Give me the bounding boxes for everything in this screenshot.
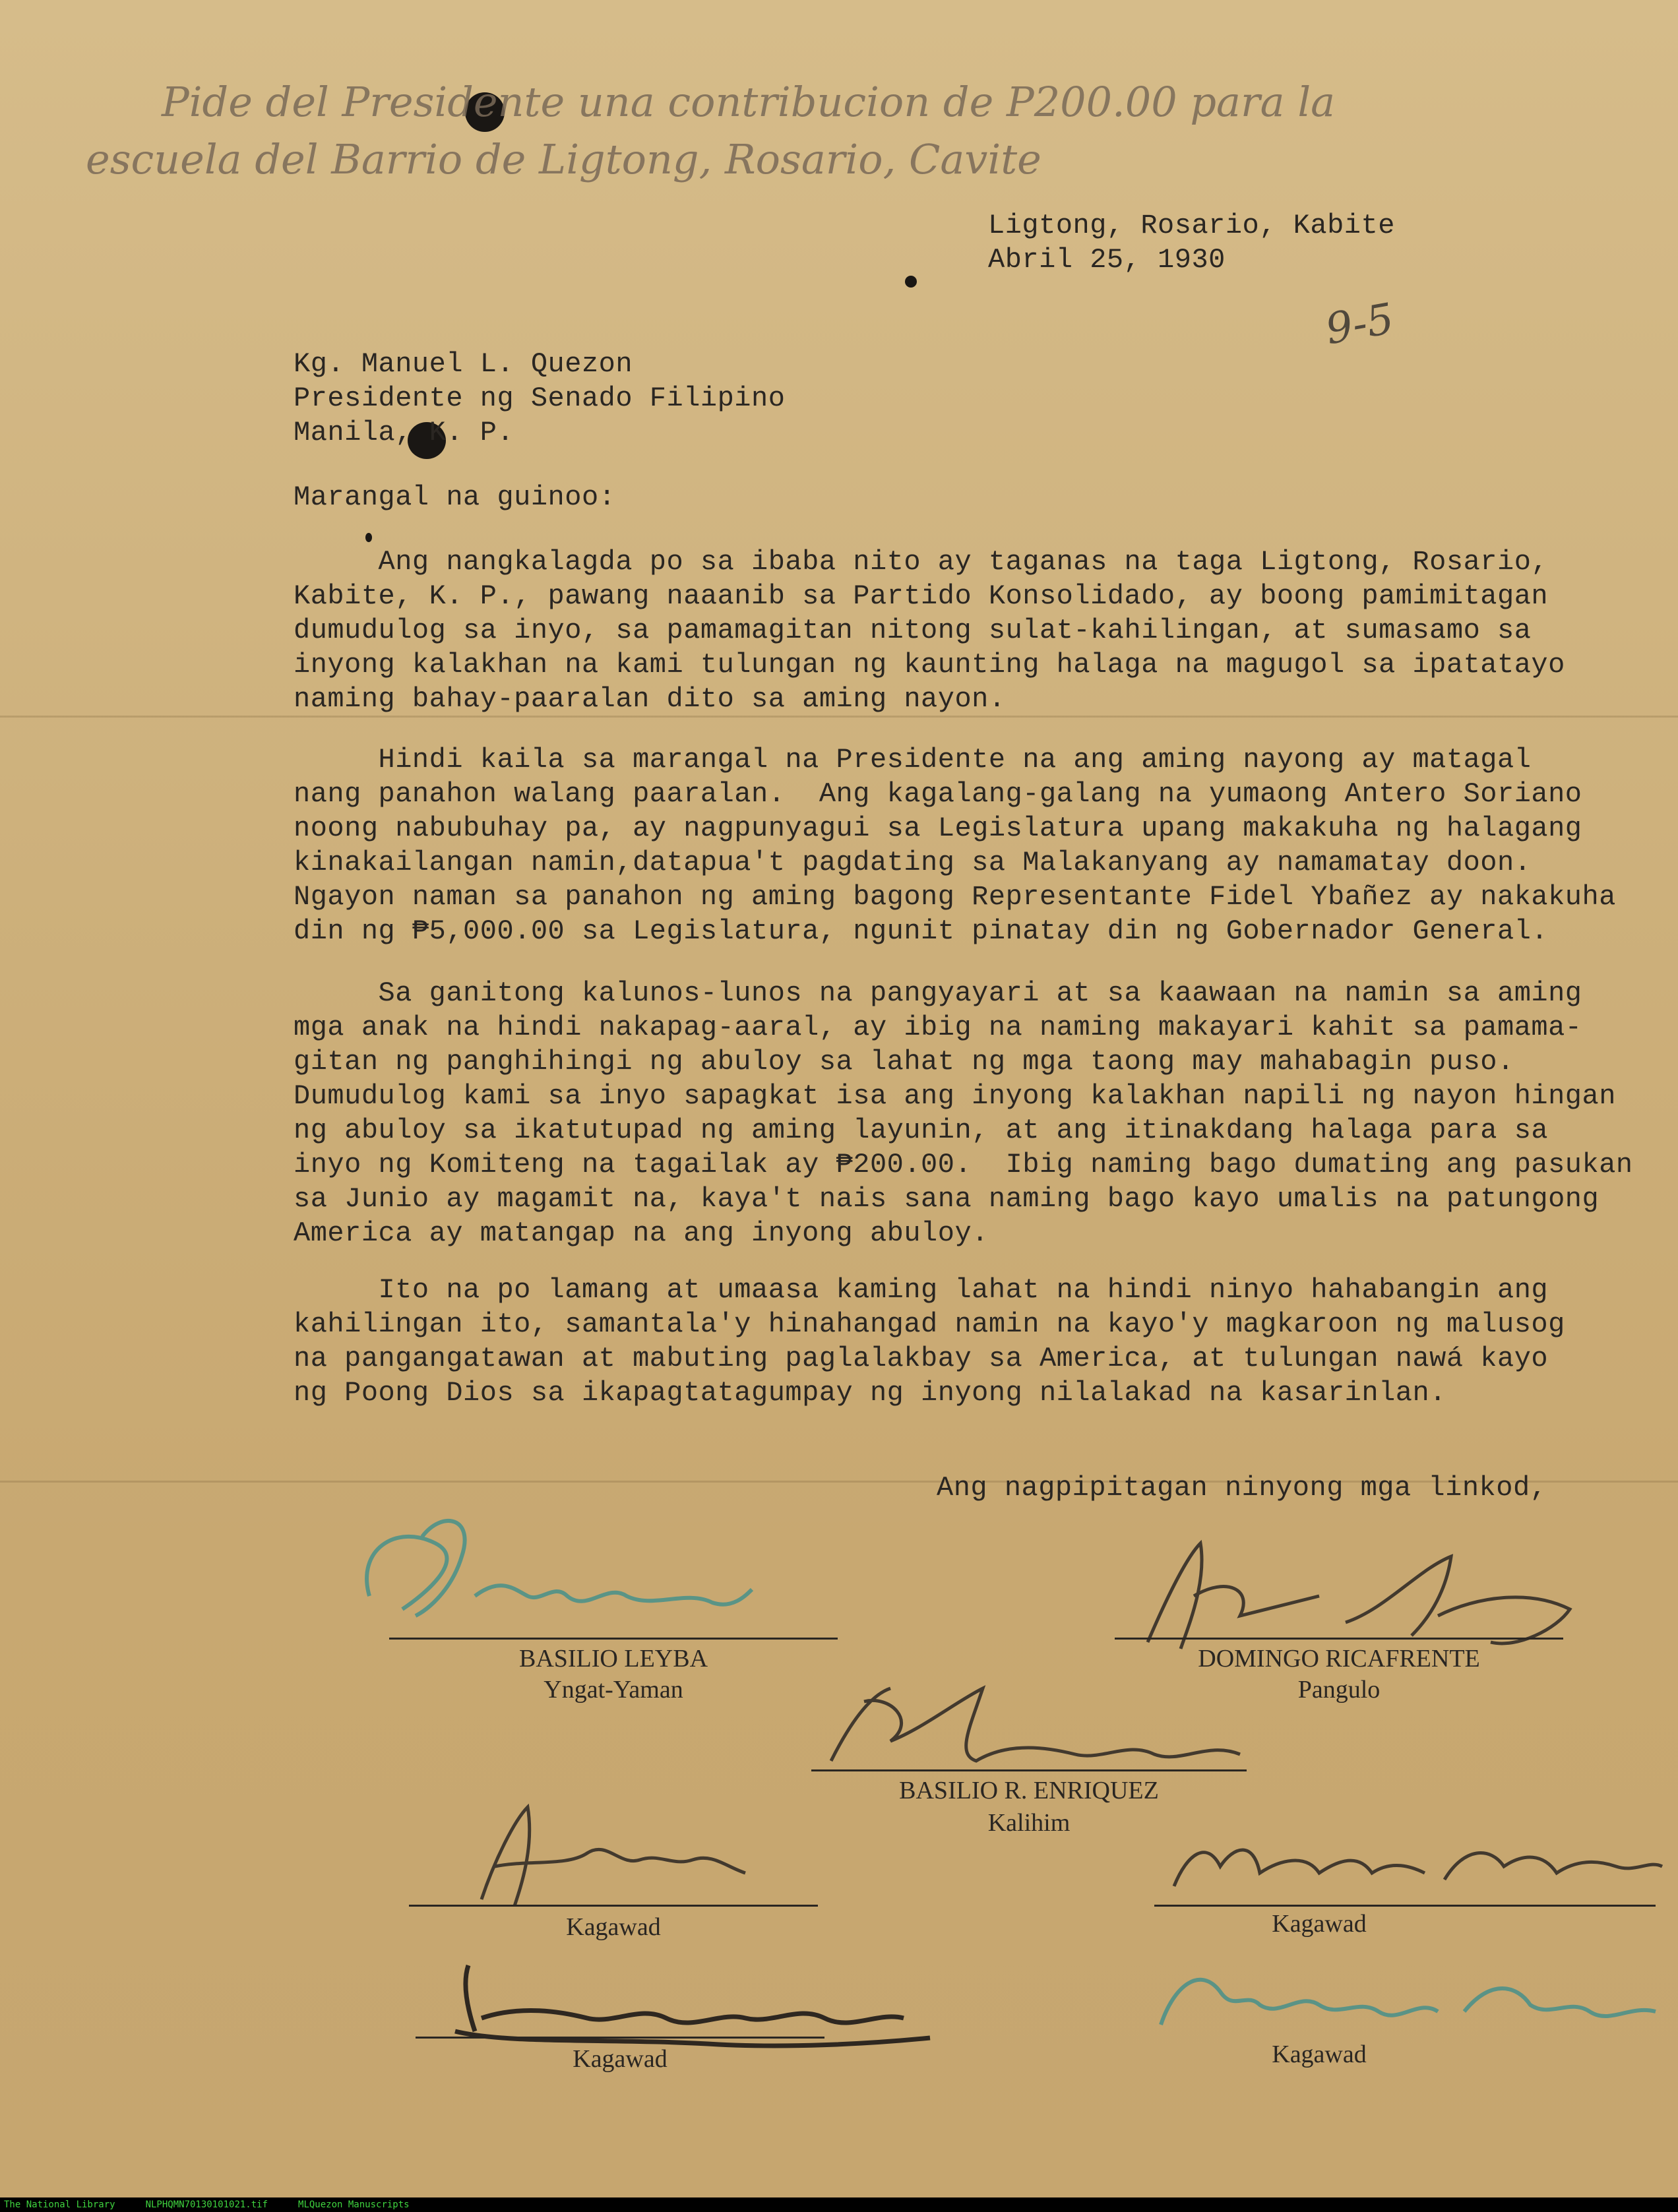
paragraph-line: din ng ₱5,000.00 sa Legislatura, ngunit pinatay din ng Gobernador General. [294,915,1549,947]
paragraph-line: sa Junio ay magamit na, kaya't nais sana naming bago kayo umalis na patungong [294,1183,1600,1215]
handwritten-annotation-line2: escuela del Barrio de Ligtong, Rosario, Cavite [86,135,1041,183]
paragraph-line: kinakailangan namin,datapua't pagdating sa Malakanyang ay namamatay doon. [294,847,1532,878]
paragraph-line: mga anak na hindi nakapag-aaral, ay ibig na naming makayari kahit sa pamama- [294,1012,1582,1043]
signatory-title: Kagawad [566,1913,661,1941]
signatory-name: BASILIO LEYBA [518,1645,708,1673]
footer-file: NLPHQMN70130101021.tif [145,2199,268,2210]
footer-collection: MLQuezon Manuscripts [298,2199,410,2210]
paragraph-line: ng Poong Dios sa ikapagtatagumpay ng inyong nilalakad na kasarinlan. [294,1377,1446,1409]
signature-line [811,1769,1247,1771]
signature-line [1154,1905,1656,1907]
addressee-title: Presidente ng Senado Filipino [294,383,786,414]
paragraph-line: gitan ng panghihingi ng abuloy sa lahat ng mga taong may mahabagin puso. [294,1046,1514,1078]
paragraph-line: noong nabubuhay pa, ay nagpunyagui sa Legislatura upang makakuha ng halagang [294,813,1582,844]
salutation: Marangal na guinoo: [294,481,616,513]
signatory-title: Kalihim [987,1809,1071,1837]
paragraph-line: kahilingan ito, samantala'y hinahangad namin na kayo'y magkaroon ng malusog [294,1308,1565,1340]
signature-kagawad-2 [1161,1827,1675,1906]
signature-line [409,1905,818,1907]
signatory-title: Kagawad [1272,2041,1367,2068]
paragraph-line: Hindi kaila sa marangal na Presidente na ang aming nayong ay matagal [294,744,1532,776]
paragraph-line: naming bahay-paaralan dito sa aming nayon. [294,683,1006,715]
footer-library: The National Library [4,2199,115,2210]
paragraph-2 [294,743,1646,948]
handwritten-mark: 9-5 [1322,294,1398,355]
paragraph-line: Ngayon naman sa panahon ng aming bagong Representante Fidel Ybañez ay nakakuha [294,881,1616,913]
paragraph-4 [294,1273,1646,1410]
letter-date: Abril 25, 1930 [988,244,1226,276]
paragraph-3 [294,976,1646,1250]
signatory-name: DOMINGO RICAFRENTE [1198,1645,1480,1673]
paragraph-line: inyo ng Komiteng na tagailak ay ₱200.00. Ibig naming bago dumating ang pasukan [294,1149,1633,1181]
paragraph-line: Dumudulog kami sa inyo sapagkat isa ang inyong kalakhan napili ng nayon hingan [294,1080,1616,1112]
paragraph-line: nang panahon walang paaralan. Ang kagalang-galang na yumaong Antero Soriano [294,778,1582,810]
addressee-name: Kg. Manuel L. Quezon [294,348,633,380]
handwritten-annotation-line1: Pide del Presidente una contribucion de P200.00 para la [162,78,1336,126]
paragraph-line: inyong kalakhan na kami tulungan ng kaunting halaga na magugol sa ipatatayo [294,649,1565,681]
signatory-name: BASILIO R. ENRIQUEZ [899,1777,1159,1804]
closing-line: Ang nagpipitagan ninyong mga linkod, [937,1472,1547,1504]
paragraph-line: dumudulog sa inyo, sa pamamagitan nitong sulat-kahilingan, at sumasamo sa [294,615,1532,646]
paragraph-line: na pangangatawan at mabuting paglalakbay sa America, at tulungan nawá kayo [294,1343,1549,1374]
signature-basilio-r-enriquez [811,1662,1286,1781]
signature-line [389,1638,838,1640]
paragraph-line: Kabite, K. P., pawang naaanib sa Partido Konsolidado, ay boong pamimitagan [294,580,1549,612]
signatory-title: Pangulo [1297,1676,1381,1704]
signatory-title: Kagawad [1272,1910,1367,1938]
paragraph-line: Ito na po lamang at umaasa kaming lahat na hindi ninyo hahabangin ang [294,1274,1549,1306]
paragraph-line: Ang nangkalagda po sa ibaba nito ay taganas na taga Ligtong, Rosario, [294,546,1549,578]
signature-line [1115,1638,1563,1640]
letter-place: Ligtong, Rosario, Kabite [988,210,1395,241]
addressee-location: Manila, K. P. [294,417,514,448]
ink-blot [365,533,372,542]
paragraph-line: ng abuloy sa ikatutupad ng aming layunin, at ang itinakdang halaga para sa [294,1115,1549,1146]
signature-line [416,2037,824,2039]
signature-basilio-leyba [343,1497,765,1642]
paragraph-line: Sa ganitong kalunos-lunos na pangyayari at sa kaawaan na namin sa aming [294,977,1582,1009]
signature-kagawad-4 [1148,1952,1675,2044]
signature-kagawad-1 [455,1794,798,1913]
paragraph-1 [294,545,1646,716]
signatory-title: Yngat-Yaman [544,1676,683,1704]
archive-footer [0,2197,1678,2212]
ink-blot [905,276,917,288]
signatory-title: Kagawad [573,2045,668,2073]
paragraph-line: America ay matangap na ang inyong abuloy. [294,1217,989,1249]
